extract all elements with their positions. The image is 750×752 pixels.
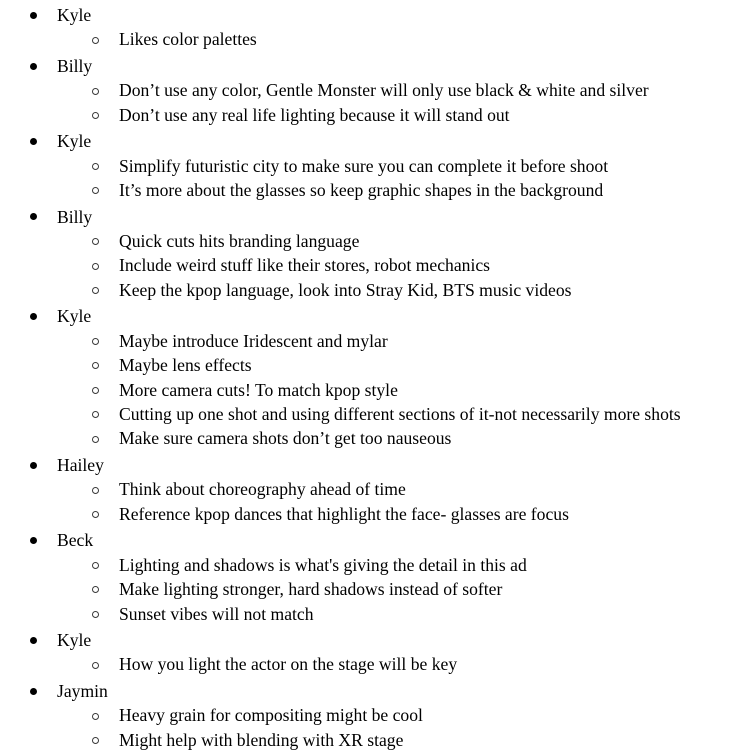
hollow-circle-bullet-icon [92, 163, 99, 170]
filled-bullet-icon [30, 637, 37, 644]
note-text: Don’t use any color, Gentle Monster will only use black & white and silver [119, 80, 649, 101]
hollow-circle-bullet-icon [92, 362, 99, 369]
speaker-name: Billy [57, 206, 93, 227]
note-item [0, 402, 750, 426]
hollow-circle-bullet-icon [92, 287, 99, 294]
hollow-circle-bullet-icon [92, 562, 99, 569]
hollow-circle-bullet-icon [92, 187, 99, 194]
speaker-name: Jaymin [57, 681, 108, 702]
speaker-name: Billy [57, 55, 93, 76]
filled-bullet-icon [30, 213, 37, 220]
speaker-item [0, 54, 750, 78]
hollow-circle-bullet-icon [92, 88, 99, 95]
filled-bullet-icon [30, 688, 37, 695]
note-text: Think about choreography ahead of time [119, 479, 406, 500]
hollow-circle-bullet-icon [92, 411, 99, 418]
hollow-circle-bullet-icon [92, 662, 99, 669]
note-item [0, 728, 750, 752]
speaker-item [0, 528, 750, 552]
filled-bullet-icon [30, 462, 37, 469]
speaker-item [0, 3, 750, 27]
filled-bullet-icon [30, 12, 37, 19]
hollow-circle-bullet-icon [92, 487, 99, 494]
note-text: Quick cuts hits branding language [119, 231, 360, 252]
note-text: Maybe lens effects [119, 355, 252, 376]
note-item [0, 602, 750, 626]
note-text: Make lighting stronger, hard shadows instead of softer [119, 579, 503, 600]
note-item [0, 553, 750, 577]
note-item [0, 78, 750, 102]
note-item [0, 652, 750, 676]
note-item [0, 253, 750, 277]
note-text: Keep the kpop language, look into Stray Kid, BTS music videos [119, 279, 572, 300]
speaker-item [0, 205, 750, 229]
note-item [0, 426, 750, 450]
note-text: Reference kpop dances that highlight the face- glasses are focus [119, 503, 569, 524]
note-item [0, 577, 750, 601]
note-item [0, 703, 750, 727]
note-item [0, 154, 750, 178]
speaker-item [0, 304, 750, 328]
note-text: Simplify futuristic city to make sure you can complete it before shoot [119, 155, 609, 176]
speaker-item [0, 453, 750, 477]
hollow-circle-bullet-icon [92, 112, 99, 119]
hollow-circle-bullet-icon [92, 238, 99, 245]
note-text: Maybe introduce Iridescent and mylar [119, 330, 388, 351]
note-text: Include weird stuff like their stores, robot mechanics [119, 255, 490, 276]
hollow-circle-bullet-icon [92, 37, 99, 44]
note-item [0, 477, 750, 501]
hollow-circle-bullet-icon [92, 436, 99, 443]
note-item [0, 27, 750, 51]
note-item [0, 378, 750, 402]
filled-bullet-icon [30, 537, 37, 544]
speaker-name: Beck [57, 530, 94, 551]
filled-bullet-icon [30, 313, 37, 320]
note-text: Heavy grain for compositing might be cool [119, 705, 423, 726]
note-item [0, 178, 750, 202]
note-text: Cutting up one shot and using different sections of it-not necessarily more shots [119, 404, 681, 424]
speaker-item [0, 628, 750, 652]
speaker-name: Kyle [57, 306, 92, 327]
note-item [0, 229, 750, 253]
note-text: How you light the actor on the stage will be key [119, 654, 458, 675]
note-item [0, 353, 750, 377]
note-text: Lighting and shadows is what's giving the detail in this ad [119, 554, 527, 575]
hollow-circle-bullet-icon [92, 737, 99, 744]
hollow-circle-bullet-icon [92, 511, 99, 518]
note-item [0, 329, 750, 353]
note-item [0, 278, 750, 302]
note-text: More camera cuts! To match kpop style [119, 379, 398, 400]
note-text: Likes color palettes [119, 29, 257, 50]
note-text: Don’t use any real life lighting because it will stand out [119, 104, 510, 125]
hollow-circle-bullet-icon [92, 713, 99, 720]
note-item [0, 502, 750, 526]
note-item [0, 103, 750, 127]
hollow-circle-bullet-icon [92, 387, 99, 394]
filled-bullet-icon [30, 63, 37, 70]
speaker-item [0, 129, 750, 153]
note-text: Might help with blending with XR stage [119, 729, 404, 750]
speaker-item [0, 679, 750, 703]
speaker-name: Kyle [57, 630, 92, 651]
filled-bullet-icon [30, 138, 37, 145]
hollow-circle-bullet-icon [92, 611, 99, 618]
speaker-name: Hailey [57, 454, 104, 475]
speaker-name: Kyle [57, 5, 92, 25]
note-text: Make sure camera shots don’t get too nauseous [119, 428, 452, 449]
hollow-circle-bullet-icon [92, 263, 99, 270]
speaker-name: Kyle [57, 131, 92, 152]
note-text: It’s more about the glasses so keep graphic shapes in the background [119, 180, 604, 201]
hollow-circle-bullet-icon [92, 338, 99, 345]
hollow-circle-bullet-icon [92, 586, 99, 593]
note-text: Sunset vibes will not match [119, 603, 314, 624]
